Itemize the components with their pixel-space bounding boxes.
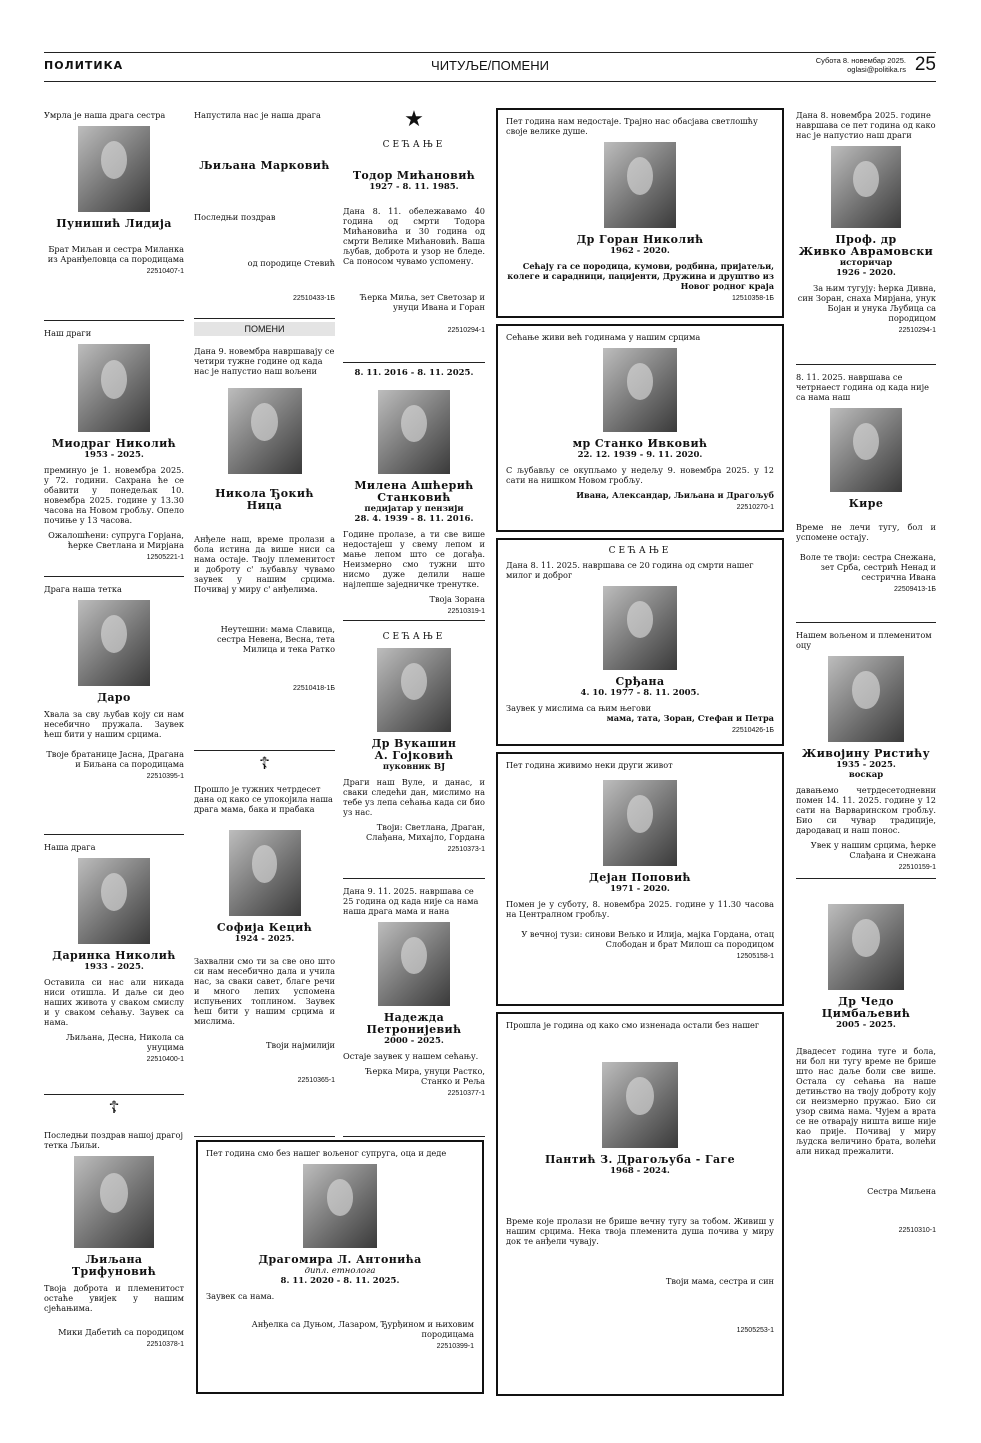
signature: Твоје братанице Јасна, Драгана и Биљана са породицама — [46, 749, 184, 769]
portrait-photo — [378, 390, 450, 474]
notice-srdjan — [496, 538, 784, 746]
deceased-name: Миодраг Николић — [51, 437, 177, 450]
signature: У вечној тузи: синови Вељко и Илија, мајка Гордана, отац Слободан и брат Милош са породицом — [521, 929, 774, 949]
deceased-name: Надежда — [383, 1011, 445, 1024]
deceased-name: Кире — [848, 497, 884, 510]
ad-code: 22510407-1 — [146, 268, 184, 275]
notice-text: Драги наш Вуле, и данас, и сваки следећи дан, мислимо на тебе уз лепа сећања када си био уз нас. — [343, 777, 485, 817]
deceased-name: Срђана — [615, 675, 665, 688]
section-bar-pomeni: ПОМЕНИ — [194, 322, 335, 336]
life-years: 1933 - 2025. — [84, 962, 144, 972]
signature: Љиљана, Десна, Никола са унуцима — [65, 1032, 184, 1052]
signature: Ожалошћени: супруга Горјана, ћерке Светлана и Мирјана — [48, 530, 184, 550]
deceased-surname: А. Гојковић — [374, 749, 454, 762]
notice-text: давањемо четрдесетодневни помен 14. 11. 2025. године у 12 сати на Варваринском гробљу. Био си чувар традиције, дародавац и наш понос. — [796, 785, 936, 835]
notice-intro: Пет година смо без нашег вољеног супруга, оца и деде — [206, 1148, 447, 1158]
signature: Ћерка Миља, зет Светозар и унуци Ивана и Горан — [360, 292, 485, 312]
ad-code: 22510310-1 — [898, 1227, 936, 1234]
deceased-name: Даро — [97, 691, 131, 704]
notice-intro: Наша драга — [44, 842, 96, 852]
notice-text: преминуо је 1. новембра 2025. у 72. години. Сахрана ће се обавити у понедељак 10. новембра 2025. године у 13.30 часова на Новом гробљу. Опело почиње у 13 часова. — [44, 465, 184, 525]
portrait-photo — [603, 780, 677, 866]
notice-miodrag — [44, 324, 184, 577]
portrait-photo — [78, 344, 150, 432]
portrait-photo — [74, 1156, 154, 1248]
notice-vukasin — [343, 624, 485, 879]
notice-intro: 8. 11. 2025. навршава се четрнаест година од када није са нама наш — [796, 372, 929, 402]
deceased-nickname: Ница — [246, 499, 283, 512]
notice-text: Твоја доброта и племенитост остаће увијек у нашим сјећањима. — [44, 1283, 184, 1313]
notice-intro: Пет година живимо неки други живот — [506, 760, 673, 770]
star-icon: ★ — [404, 107, 424, 132]
notice-goran — [496, 108, 784, 318]
notice-nadezda — [343, 882, 485, 1137]
portrait-photo — [828, 656, 904, 742]
notice-intro: Прошло је тужних четрдесет дана од како се упокојила наша драга мама, бака и прабака — [194, 784, 333, 814]
portrait-photo — [78, 858, 150, 944]
section-label: СЕЋАЊЕ — [608, 546, 672, 556]
notice-sofija-kecic — [194, 754, 335, 1137]
portrait-photo — [604, 142, 676, 228]
life-years: 22. 12. 1939 - 9. 11. 2020. — [577, 450, 703, 460]
signature: Увек у нашим срцима, ћерке Слађана и Снежана — [810, 840, 936, 860]
life-years: 1953 - 2025. — [84, 450, 144, 460]
page-header — [44, 52, 936, 82]
signature: Брат Миљан и сестра Миланка из Аранђеловца са породицама — [47, 244, 184, 264]
notice-text: Оставила си нас али никада ниси отишла. И даље си део наших живота у сваком смислу и у сваком сећању. Заувек са нама. — [44, 977, 184, 1027]
ad-code: 22509413-1Б — [894, 586, 936, 593]
deceased-name: Даринка Николић — [52, 949, 176, 962]
deceased-name: Милена Ашћерић — [354, 479, 474, 492]
deceased-title: пуковник ВЈ — [382, 762, 446, 772]
deceased-name: Љиљана Трифуновић — [71, 1253, 157, 1278]
deceased-name: Пантић З. Драгољуба - Гаге — [544, 1153, 736, 1166]
notice-text: Дана 8. 11. обележавамо 40 година од смрти Тодора Мићановића и 30 година од смрти Велике Мићановић. Ваша љубав, доброта и узор не бледе. Са поносом чувамо успомену. — [343, 206, 485, 266]
signature: Воле те твоји: сестра Снежана, зет Срба, сестрић Ненад и сестрична Ивана — [799, 552, 936, 582]
life-years: 2005 - 2025. — [836, 1020, 896, 1030]
ad-code: 12505221-1 — [146, 554, 184, 561]
notice-ljiljana-markovic — [194, 106, 335, 319]
ad-code: 12505158-1 — [736, 953, 774, 960]
ad-code: 22510399-1 — [436, 1343, 474, 1350]
signature: Ивана, Александар, Љиљана и Драгољуб — [576, 490, 774, 500]
notice-dejan — [496, 752, 784, 1006]
ad-code: 22510294-1 — [447, 327, 485, 334]
ad-code: 22510270-1 — [736, 504, 774, 511]
notice-text: Двадесет година туге и бола, ни бол ни тугу време не брише што нас даље боли све више. Остала су сећања на наше детињство на твоју доброту коју си неизмерно пружао. Био си узор свима нама. Чујем а врата се не отварају ништа више није као прије. Почивај у миру људска величино брата, волећи али никад прежалити. — [796, 1046, 936, 1156]
deceased-name: Др Горан Николић — [576, 233, 704, 246]
deceased-name: Љиљана Марковић — [199, 159, 330, 172]
deceased-name: Софија Кецић — [216, 921, 313, 934]
newspaper-logo: ПОЛИТИКА — [44, 59, 124, 72]
life-years: 1971 - 2020. — [610, 884, 670, 894]
ad-code: 22510377-1 — [447, 1090, 485, 1097]
portrait-photo — [229, 830, 301, 916]
portrait-photo — [378, 922, 450, 1006]
notice-text: Године пролазе, а ти све више недостајеш у свему лепом и мање лепом што се догађа. Неизмерно смо тужни што нисмо дуже делили наше најлепше заједничке тренутке. — [343, 529, 485, 589]
notice-text: Хвала за сву љубав коју си нам несебично пружала. Заувек ћеш бити у нашим срцима. — [44, 709, 184, 739]
ad-code: 22510373-1 — [447, 846, 485, 853]
portrait-photo — [830, 408, 902, 492]
notice-text: Последњи поздрав — [194, 212, 276, 222]
section-label: СЕЋАЊЕ — [382, 140, 446, 150]
notice-punisic — [44, 106, 184, 321]
notice-daro — [44, 580, 184, 835]
signature: Твоји мама, сестра и син — [665, 1276, 774, 1286]
signature: од породице Стевић — [247, 258, 335, 268]
portrait-photo — [828, 904, 904, 990]
notice-text: Време не лечи тугу, бол и успомене остају. — [796, 522, 936, 542]
notice-darinka — [44, 838, 184, 1095]
ad-code: 22510400-1 — [146, 1056, 184, 1063]
notice-stanko — [496, 324, 784, 532]
ad-code: 22510433-1Б — [293, 295, 335, 302]
section-title: ЧИТУЉЕ/ПОМЕНИ — [431, 58, 549, 73]
signature: Сестра Миљена — [867, 1186, 936, 1196]
deceased-name: Тодор Мићановић — [352, 169, 476, 182]
life-years: 1926 - 2020. — [836, 268, 896, 278]
notice-pantic — [496, 1012, 784, 1396]
signature: За њим тугују: ћерка Дивна, син Зоран, снаха Мирјана, унук Бојан и унука Љубица са породицом — [797, 283, 936, 323]
notice-intro: Дана 9. новембра навршавају се четири тужне године од када нас је напустио наш вољени — [194, 346, 335, 376]
section-label: СЕЋАЊЕ — [382, 632, 446, 642]
ad-code: 22510426-1Б — [732, 727, 774, 734]
ad-code: 12510358-1Б — [732, 295, 774, 302]
signature: Сећају га се породица, кумови, родбина, пријатељи, колеге и сарадници, пацијенти, Дружина и друштво из Новог родног краја — [507, 261, 774, 291]
notice-text: Заувек са нама. — [206, 1291, 275, 1301]
orthodox-cross-icon: ☦ — [108, 1098, 120, 1118]
ad-code: 22510378-1 — [146, 1341, 184, 1348]
life-years: 1968 - 2024. — [610, 1166, 670, 1176]
portrait-photo — [603, 586, 677, 670]
life-years: 8. 11. 2020 - 8. 11. 2025. — [280, 1276, 400, 1286]
deceased-name: Дејан Поповић — [589, 871, 691, 884]
notice-intro: Дана 8. 11. 2025. навршава се 20 година од смрти нашег милог и доброг — [506, 560, 754, 580]
ad-code: 12505253-1 — [736, 1327, 774, 1334]
deceased-name: Драгомира Л. Антонића — [258, 1253, 422, 1266]
deceased-name: Пунишић Лидија — [56, 217, 172, 230]
notice-intro: Последњи поздрав нашој драгој тетка Љиљи. — [44, 1130, 184, 1150]
orthodox-cross-icon: ☦ — [258, 754, 271, 774]
notice-intro: Дана 8. новембра 2025. године навршава се пет година од како нас је напустио наш драги — [796, 110, 936, 140]
ad-code: 22510294-1 — [898, 327, 936, 334]
life-years: 1924 - 2025. — [234, 934, 295, 944]
portrait-photo — [603, 348, 677, 432]
portrait-photo — [78, 126, 150, 212]
deceased-name: Живојину Ристићу — [801, 747, 931, 760]
deceased-surname: Станковић — [377, 491, 451, 504]
life-years: 2000 - 2025. — [384, 1036, 444, 1046]
signature: Ћерка Мира, унуци Растко, Станко и Реља — [365, 1066, 485, 1086]
notice-intro: Нашем вољеном и племенитом оцу — [796, 630, 932, 650]
life-years: 1962 - 2020. — [610, 246, 670, 256]
notice-text: Помен је у суботу, 8. новембра 2025. године у 11.30 часова на Централном гробљу. — [506, 899, 774, 919]
life-years: 1935 - 2025. — [836, 760, 896, 770]
signature: Твоји најмилији — [266, 1040, 335, 1050]
notice-intro: Сећање живи већ годинама у нашим срцима — [506, 332, 701, 342]
deceased-title: Проф. др — [835, 233, 897, 246]
portrait-photo — [303, 1164, 377, 1248]
notice-intro: Пет година нам недостаје. Трајно нас обасјава светлошћу своје велике душе. — [506, 116, 758, 136]
portrait-photo — [228, 388, 302, 474]
notice-milena — [343, 366, 485, 621]
life-years: 28. 4. 1939 - 8. 11. 2016. — [354, 514, 474, 524]
notice-text: Анђеле наш, време пролази а бола истина да више ниси са нама остаје. Твоју племенитост и доброту с' љубављу чувамо заувек у нашим срцима. Почивај у миру с' анђелима. — [194, 534, 335, 594]
notice-ljiljana-trifunovic — [44, 1098, 184, 1398]
deceased-profession: историчар — [839, 258, 893, 268]
deceased-profession: воскар — [848, 770, 884, 780]
ad-code: 22510365-1 — [297, 1077, 335, 1084]
notice-intro: Драга наша тетка — [44, 584, 122, 594]
life-years: 1927 - 8. 11. 1985. — [369, 182, 459, 192]
portrait-photo — [78, 600, 150, 686]
signature: Неутешни: мама Славица, сестра Невена, Весна, тета Милица и тека Ратко — [216, 624, 335, 654]
notice-intro: Дана 9. 11. 2025. навршава се 25 година од када није са нама наша драга мама и нана — [343, 886, 479, 916]
notice-intro: Прошла је година од како смо изненада остали без нашег — [506, 1020, 760, 1030]
portrait-photo — [831, 146, 901, 228]
issue-date: Субота 8. новембар 2025. — [815, 56, 906, 65]
page-number: 25 — [914, 54, 936, 75]
deceased-name: Др Чедо Цимбаљевић — [821, 995, 911, 1020]
notice-intro: Напустила нас је наша драга — [194, 110, 321, 120]
notice-text: С љубављу се окупљамо у недељу 9. новембра 2025. у 12 сати на нишком Новом гробљу. — [506, 465, 774, 485]
ad-code: 22510319-1 — [447, 608, 485, 615]
anniversary-heading: 8. 11. 2016 - 8. 11. 2025. — [354, 368, 474, 378]
notice-nikola-djokic — [194, 342, 335, 751]
deceased-name: мр Станко Ивковић — [572, 437, 708, 450]
notice-text: Захвални смо ти за све оно што си нам несебично дала и учила нас, за сваки савет, благе речи и много лепих успомена испуњених топлином. Заувек ћеш бити у нашим срцима и мислима. — [194, 956, 335, 1026]
notice-antonic — [196, 1140, 484, 1394]
notice-intro: Умрла је наша драга сестра — [44, 110, 166, 120]
deceased-name: Др Вукашин — [371, 737, 457, 750]
ad-code: 22510418-1Б — [293, 685, 335, 692]
contact-email[interactable]: oglasi@politika.rs — [847, 65, 906, 74]
signature: Твоја Зорана — [429, 594, 485, 604]
life-years: 4. 10. 1977 - 8. 11. 2005. — [580, 688, 700, 698]
notice-zivojin — [796, 626, 936, 879]
issue-date-block — [816, 56, 906, 74]
signature: мама, тата, Зоран, Стефан и Петра — [606, 713, 774, 723]
notice-text: Остаје заувек у нашем сећању. — [343, 1051, 479, 1061]
notice-todor — [343, 106, 485, 363]
notice-kire — [796, 368, 936, 623]
deceased-name: Живко Аврамовски — [798, 245, 934, 258]
deceased-title: педијатар у пензији — [364, 504, 464, 514]
ad-code: 22510159-1 — [898, 864, 936, 871]
notice-intro: Наш драги — [44, 328, 92, 338]
deceased-title: дипл. етнолога — [304, 1266, 376, 1276]
portrait-photo — [602, 1062, 678, 1148]
ad-code: 22510395-1 — [146, 773, 184, 780]
deceased-surname: Петронијевић — [366, 1023, 462, 1036]
signature: Мики Дабетић са породицом — [58, 1327, 184, 1337]
deceased-name: Никола Ђокић — [215, 487, 314, 500]
notice-cedo — [796, 882, 936, 1394]
signature: Анђелка са Дуњом, Лазаром, Ђурђином и њиховим породицама — [251, 1319, 474, 1339]
notice-zivko — [796, 106, 936, 365]
notice-text: Заувек у мислима са њим његови — [506, 703, 652, 713]
portrait-photo — [377, 648, 451, 732]
signature: Твоји: Светлана, Драган, Слађана, Михајло, Гордана — [366, 822, 485, 842]
notice-text: Време које пролази не брише вечну тугу за тобом. Живиш у нашим срцима. Нека твоја племенита душа почива у миру док те анђели чувају. — [506, 1216, 774, 1246]
